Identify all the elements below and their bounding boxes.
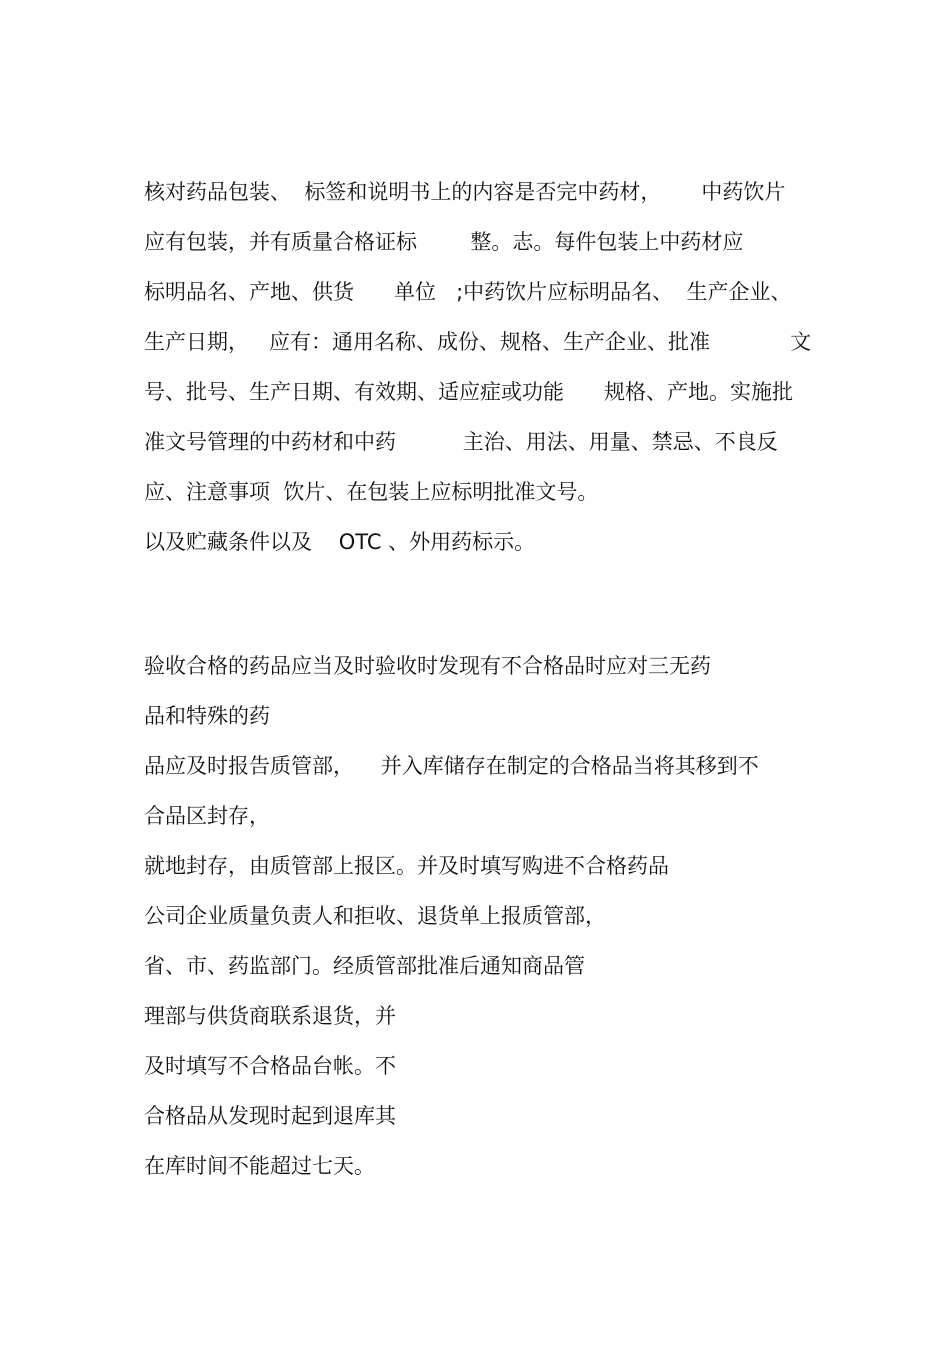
text-line: 公司企业质量负责人和拒收、退货单上报质管部，	[144, 904, 606, 928]
text-line: 准文号管理的中药材和中药 主治、用法、用量、禁忌、不良反	[144, 430, 778, 454]
text-line: 品应及时报告质管部， 并入库储存在制定的合格品当将其移到不	[144, 754, 759, 778]
text-line: 核对药品包装、 标签和说明书上的内容是否完中药材， 中药饮片	[144, 180, 786, 204]
text-line: 应、注意事项 饮片、在包装上应标明批准文号。	[144, 480, 599, 504]
text-line: 以及贮藏条件以及 OTC 、外用药标示。	[144, 530, 536, 554]
text-line: 理部与供货商联系退货，并	[144, 1004, 396, 1028]
text-line: 省、市、药监部门。经质管部批准后通知商品管	[144, 954, 585, 978]
text-line: 合格品从发现时起到退库其	[144, 1104, 396, 1128]
text-line: 号、批号、生产日期、有效期、适应症或功能 规格、产地。实施批	[144, 380, 794, 404]
text-line: 应有包装，并有质量合格证标 整。志。每件包装上中药材应	[144, 230, 744, 254]
text-line: 就地封存，由质管部上报区。并及时填写购进不合格药品	[144, 854, 669, 878]
text-line: 品和特殊的药	[144, 704, 270, 728]
text-line: 标明品名、产地、供货 单位 ;中药饮片应标明品名、 生产企业、	[144, 280, 792, 304]
text-line: 生产日期， 应有：通用名称、成份、规格、生产企业、批准 文	[144, 330, 812, 354]
text-line: 合品区封存，	[144, 804, 270, 828]
text-line: 验收合格的药品应当及时验收时发现有不合格品时应对三无药	[144, 654, 711, 678]
text-line: 及时填写不合格品台帐。不	[144, 1054, 396, 1078]
text-line: 在库时间不能超过七天。	[144, 1154, 375, 1178]
